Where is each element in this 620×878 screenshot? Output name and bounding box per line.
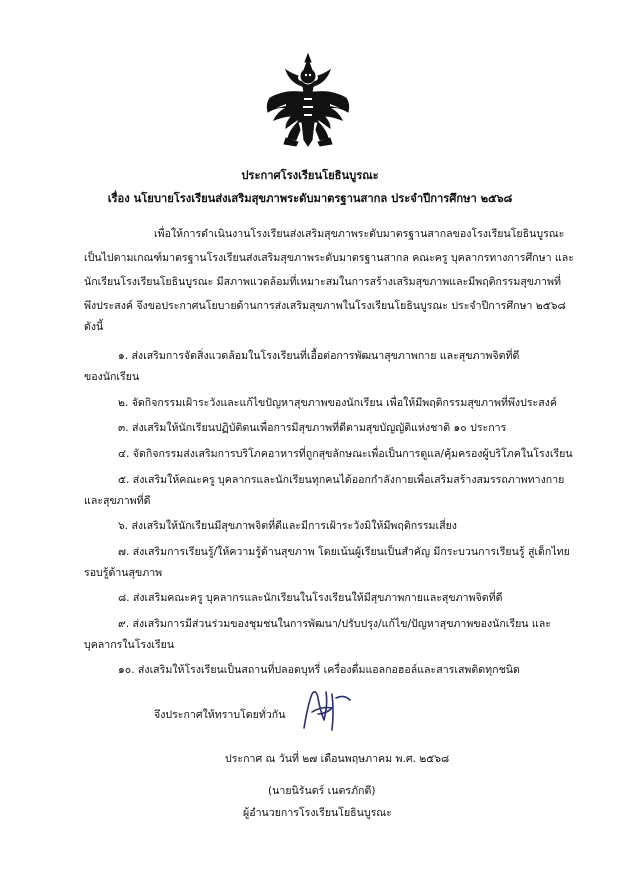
intro-line: นักเรียนโรงเรียนโยธินบูรณะ มีสภาพแวดล้อมที่เหมาะสมในการสร้างเสริมสุขภาพและมีพฤติกรรมสุขภาพที่: [84, 276, 561, 288]
policy-item-10: ๑๐. ส่งเสริมให้โรงเรียนเป็นสถานที่ปลอดบุหรี่ เครื่องดื่มแอลกอฮอล์และสารเสพติดทุกชนิด: [118, 664, 520, 676]
intro-line: พึงประสงค์ จึงขอประกาศนโยบายด้านการส่งเสริมสุขภาพในโรงเรียนโยธินบูรณะ ประจำปีการศึกษา ๒๕๖๘: [84, 300, 566, 312]
document-title: ประกาศโรงเรียนโยธินบูรณะ: [241, 169, 379, 182]
signer-position: ผู้อำนวยการโรงเรียนโยธินบูรณะ: [243, 807, 392, 819]
spacer: [0, 790, 60, 840]
signer-name: (นายนิรันดร์ เนตรภักดี): [268, 785, 376, 797]
document-subject: เรื่อง นโยบายโรงเรียนส่งเสริมสุขภาพระดับมาตรฐานสากล ประจำปีการศึกษา ๒๕๖๘: [107, 192, 513, 205]
intro-line: เพื่อให้การดำเนินงานโรงเรียนส่งเสริมสุขภาพระดับมาตรฐานสากลของโรงเรียนโยธินบูรณะ: [154, 228, 565, 240]
policy-item-7: ๗. ส่งเสริมการเรียนรู้/ให้ความรู้ด้านสุขภาพ โดยเน้นผู้เรียนเป็นสำคัญ มีกระบวนการเรียนรู้ สู่เด็กไทย: [118, 546, 570, 558]
policy-item-4: ๔. จัดกิจกรรมส่งเสริมการบริโภคอาหารที่ถูกสุขลักษณะเพื่อเป็นการดูแล/คุ้มครองผู้บริโภคในโรงเรียน: [118, 448, 573, 460]
policy-item-1-cont: ของนักเรียน: [84, 371, 140, 383]
intro-line: ดังนี้: [84, 321, 104, 333]
policy-item-5: ๕. ส่งเสริมให้คณะครู บุคลากรและนักเรียนทุกคนได้ออกกำลังกายเพื่อเสริมสร้างสมรรถภาพทางกาย: [118, 474, 565, 486]
intro-line: เป็นไปตามเกณฑ์มาตรฐานโรงเรียนส่งเสริมสุขภาพระดับมาตรฐานสากล คณะครู บุคลากรทางการศึกษา และ: [84, 252, 574, 264]
garuda-emblem-icon: [262, 52, 354, 148]
policy-item-1: ๑. ส่งเสริมการจัดสิ่งแวดล้อมในโรงเรียนที่เอื้อต่อการพัฒนาสุขภาพกาย และสุขภาพจิตที่ดี: [118, 350, 520, 362]
policy-item-3: ๓. ส่งเสริมให้นักเรียนปฏิบัติตนเพื่อการมีสุขภาพที่ดีตามสุขบัญญัติแห่งชาติ ๑๐ ประการ: [118, 422, 507, 434]
policy-item-9: ๙. ส่งเสริมการมีส่วนร่วมของชุมชนในการพัฒนา/ปรับปรุง/แก้ไข/ปัญหาสุขภาพของนักเรียน และ: [118, 618, 551, 630]
date-line: ประกาศ ณ วันที่ ๒๗ เดือนพฤษภาคม พ.ศ. ๒๕๖๘: [225, 753, 450, 765]
policy-item-6: ๖. ส่งเสริมให้นักเรียนมีสุขภาพจิตที่ดีและมีการเฝ้าระวังมิให้มีพฤติกรรมเสี่ยง: [118, 520, 457, 532]
announce-line: จึงประกาศให้ทราบโดยทั่วกัน: [154, 709, 286, 721]
policy-item-5-cont: และสุขภาพที่ดี: [84, 495, 151, 507]
policy-item-2: ๒. จัดกิจกรรมเฝ้าระวังและแก้ไขปัญหาสุขภาพของนักเรียน เพื่อให้มีพฤติกรรมสุขภาพที่พึงประสงค์: [118, 397, 557, 409]
policy-item-7-cont: รอบรู้ด้านสุขภาพ: [84, 567, 163, 579]
signature-image: [298, 684, 356, 736]
policy-item-9-cont: บุคลากรในโรงเรียน: [84, 639, 175, 651]
policy-item-8: ๘. ส่งเสริมคณะครู บุคลากรและนักเรียนในโรงเรียนให้มีสุขภาพกายและสุขภาพจิตที่ดี: [118, 592, 503, 604]
